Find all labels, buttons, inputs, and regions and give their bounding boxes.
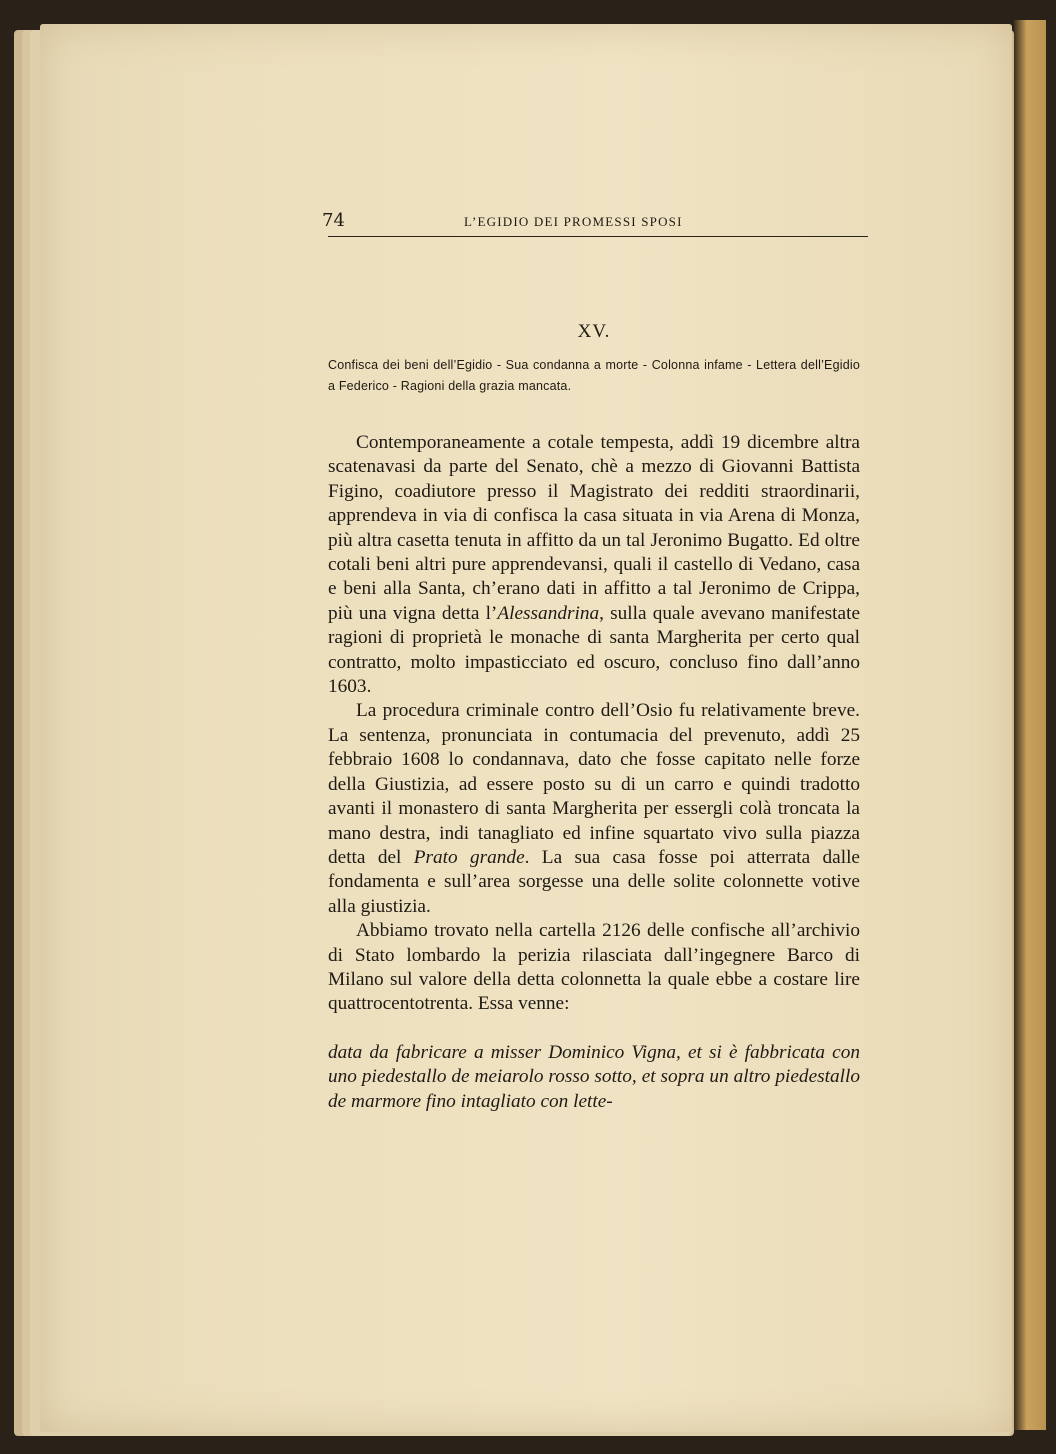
page-content — [322, 206, 861, 1114]
page-number: 74 — [322, 210, 345, 231]
page-header — [322, 206, 868, 237]
book-binding — [1014, 20, 1046, 1430]
chapter-summary: Confisca dei beni dell’Egidio - Sua condanna a morte - Colonna infame - Lettera dell’Egidio a Federico - Ragioni della grazia mancata. — [328, 358, 860, 393]
italic-term: Alessandrina — [497, 602, 600, 624]
italic-term: Prato grande — [413, 846, 525, 868]
quoted-passage: data da fabricare a misser Dominico Vigna, et si è fabbricata con uno piedestallo de meiarolo rosso sotto, et sopra un altro piedestallo de marmore fino intagliato con lette- — [328, 1041, 860, 1112]
running-title: L’EGIDIO DEI PROMESSI SPOSI — [464, 214, 683, 229]
body-text — [328, 431, 860, 1114]
chapter-number: XV. — [577, 321, 611, 342]
paragraph-2: La procedura criminale contro dell’Osio fu relativamente breve. La sentenza, pronunciata in contumacia del prevenuto, addì 25 febbraio 1608 lo condannava, dato che fosse capitato nelle forze della Giustizia, ad essere posto su di un carro e quindi tradotto avanti il monastero di santa Margherita per essergli colà troncata la mano destra, indi tanagliato ed infine squartato vivo sulla piazza detta del Prato grande. La sua casa fosse poi atterrata dalle fondamenta e sull’area sorgesse una delle solite colonnette votive alla giustizia. — [328, 700, 860, 917]
paragraph-1: Contemporaneamente a cotale tempesta, addì 19 dicembre altra scatenavasi da parte del Senato, chè a mezzo di Giovanni Battista Figino, coadiutore presso il Magistrato dei redditi straordinarii, apprendeva in via di confisca la casa situata in via Arena di Monza, più altra casetta tenuta in affitto da un tal Jeronimo Bugatto. Ed oltre cotali beni altri pure apprendevansi, quali il castello di Vedano, casa e beni alla Santa, ch’erano dati in affitto a tal Jeronimo de Crippa, più una vigna detta l’Alessandrina, sulla quale avevano manifestate ragioni di proprietà le monache di santa Margherita per certo qual contratto, molto impasticciato ed oscuro, concluso fino dall’anno 1603. — [328, 432, 861, 698]
paragraph-3: Abbiamo trovato nella cartella 2126 delle confische all’archivio di Stato lombardo la perizia rilasciata dall’ingegnere Barco di Milano sul valore della detta colonnetta la quale ebbe a costare lire quattrocentotrenta. Essa venne: — [328, 920, 860, 1015]
